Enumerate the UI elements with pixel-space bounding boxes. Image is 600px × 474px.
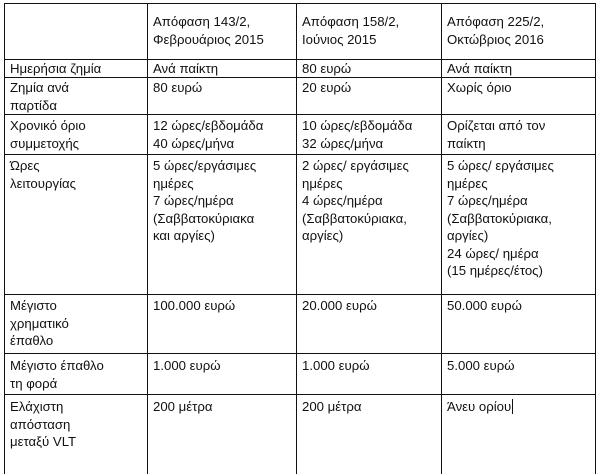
row-label-max-prize-per-play: Μέγιστο έπαθλο τη φορά xyxy=(10,358,104,391)
row-divider xyxy=(4,114,596,115)
table-cell: 5.000 ευρώ xyxy=(447,358,515,373)
row-label-operating-hours: Ώρες λειτουργίας xyxy=(10,158,76,191)
table-cell: 1.000 ευρώ xyxy=(153,358,221,373)
table-cell: 10 ώρες/εβδομάδα 32 ώρες/μήνα xyxy=(302,118,413,151)
table-cell: Χωρίς όριο xyxy=(447,80,512,95)
cell-text: Άνευ ορίου xyxy=(447,399,512,414)
table-cell: 80 ευρώ xyxy=(302,61,352,76)
table-cell: 20.000 ευρώ xyxy=(302,298,377,313)
table-cell: 200 μέτρα xyxy=(153,399,213,414)
header-cell-decision-143: Απόφαση 143/2, Φεβρουάριος 2015 xyxy=(153,14,264,47)
row-label-time-limit: Χρονικό όριο συμμετοχής xyxy=(10,118,86,151)
table-cell: 50.000 ευρώ xyxy=(447,298,522,313)
table-cell: 200 μέτρα xyxy=(302,399,362,414)
table-cell: Ανά παίκτη xyxy=(153,61,219,76)
header-cell-decision-225: Απόφαση 225/2, Οκτώβριος 2016 xyxy=(447,14,545,47)
table-border-right xyxy=(595,3,596,474)
table-border-top xyxy=(4,3,596,4)
row-divider xyxy=(4,77,596,78)
header-cell-empty xyxy=(4,13,147,57)
row-divider xyxy=(4,394,596,395)
row-divider xyxy=(4,154,596,155)
table-cell: 20 ευρώ xyxy=(302,80,352,95)
header-cell-decision-158: Απόφαση 158/2, Ιούνιος 2015 xyxy=(302,14,400,47)
table-cell: 12 ώρες/εβδομάδα 40 ώρες/μήνα xyxy=(153,118,264,151)
row-label-min-distance: Ελάχιστη απόσταση μεταξύ VLT xyxy=(10,399,77,449)
text-cursor xyxy=(512,399,513,414)
row-label-loss-per-game: Ζημία ανά παρτίδα xyxy=(10,80,70,113)
table-cell: Ορίζεται από τον παίκτη xyxy=(447,118,546,151)
table-cell: 5 ώρες/εργάσιμες ημέρες 7 ώρες/ημέρα (Σαββατοκύριακα και αργίες) xyxy=(153,158,257,243)
row-divider xyxy=(4,294,596,295)
row-divider xyxy=(4,353,596,354)
table-cell-editing[interactable] xyxy=(441,398,595,472)
table-cell: 80 ευρώ xyxy=(153,80,203,95)
row-label-daily-loss: Ημερήσια ζημία xyxy=(10,61,102,76)
table-cell: 2 ώρες/ εργάσιμες ημέρες 4 ώρες/ημέρα (Σαββατοκύριακα, αργίες) xyxy=(302,158,409,243)
table-cell: Ανά παίκτη xyxy=(447,61,513,76)
table-cell: 1.000 ευρώ xyxy=(302,358,370,373)
table-cell: 100.000 ευρώ xyxy=(153,298,236,313)
table-cell: 5 ώρες/ εργάσιμες ημέρες 7 ώρες/ημέρα (Σαββατοκύριακα, αργίες) 24 ώρες/ ημέρα (15 ημέρες/έτος) xyxy=(447,158,554,278)
row-label-max-prize: Μέγιστο χρηματικό έπαθλο xyxy=(10,298,69,348)
